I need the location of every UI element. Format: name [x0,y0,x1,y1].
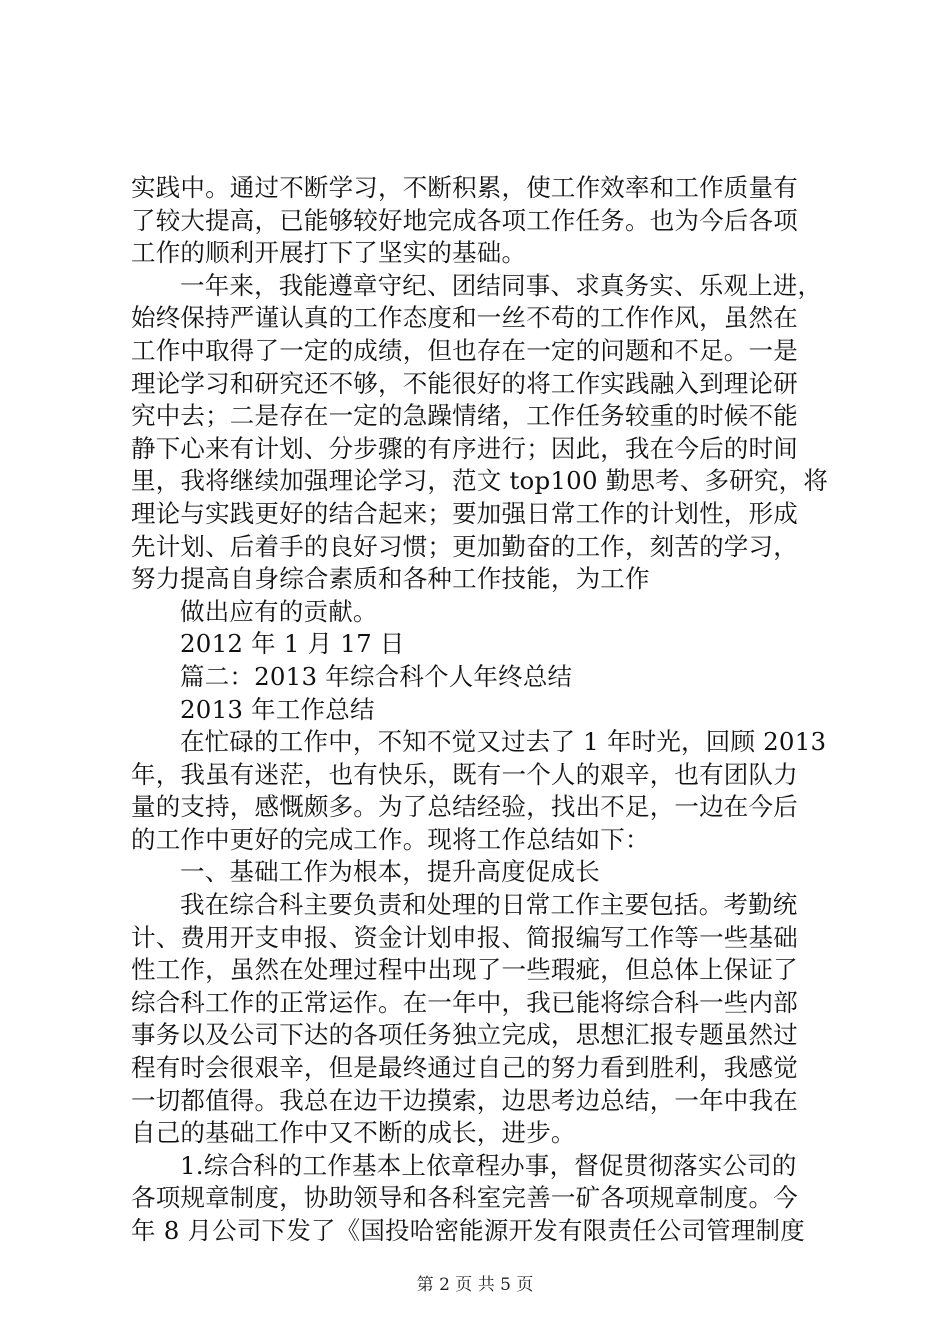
text-line: 努力提高自身综合素质和各种工作技能，为工作 [131,564,650,594]
document-body [131,172,831,1248]
text-line: 究中去；二是存在一定的急躁情绪，工作任务较重的时候不能 [131,401,798,431]
text-line: 2012 年 1 月 17 日 [180,629,405,659]
text-line: 2013 年工作总结 [180,694,375,724]
text-line: 先计划、后着手的良好习惯；更加勤奋的工作，刻苦的学习， [131,531,798,561]
text-line: 理论与实践更好的结合起来；要加强日常工作的计划性，形成 [131,498,798,528]
text-line: 做出应有的贡献。 [180,596,378,626]
text-line: 自己的基础工作中又不断的成长，进步。 [131,1118,576,1148]
text-line: 性工作，虽然在处理过程中出现了一些瑕疵，但总体上保证了 [131,955,798,985]
text-line: 计、费用开支申报、资金计划申报、简报编写工作等一些基础 [131,922,798,952]
text-line: 了较大提高，已能够较好地完成各项工作任务。也为今后各项 [131,205,798,235]
text-line: 一年来，我能遵章守纪、团结同事、求真务实、乐观上进， [180,270,823,300]
text-line: 1.综合科的工作基本上依章程办事，督促贯彻落实公司的 [180,1150,797,1180]
text-line: 一、基础工作为根本，提升高度促成长 [180,857,600,887]
text-line: 的工作中更好的完成工作。现将工作总结如下： [131,824,650,854]
text-line: 始终保持严谨认真的工作态度和一丝不苟的工作作风，虽然在 [131,303,798,333]
text-line: 理论学习和研究还不够，不能很好的将工作实践融入到理论研 [131,368,798,398]
text-line: 工作中取得了一定的成绩，但也存在一定的问题和不足。一是 [131,335,798,365]
text-line: 静下心来有计划、分步骤的有序进行；因此，我在今后的时间 [131,433,798,463]
text-line: 工作的顺利开展打下了坚实的基础。 [131,238,527,268]
text-line: 各项规章制度，协助领导和各科室完善一矿各项规章制度。今 [131,1183,798,1213]
text-line: 程有时会很艰辛，但是最终通过自己的努力看到胜利，我感觉 [131,1053,798,1083]
text-line: 量的支持，感慨颇多。为了总结经验，找出不足，一边在今后 [131,792,798,822]
text-line: 一切都值得。我总在边干边摸索，边思考边总结，一年中我在 [131,1085,798,1115]
text-line: 综合科工作的正常运作。在一年中，我已能将综合科一些内部 [131,987,798,1017]
text-line: 实践中。通过不断学习，不断积累，使工作效率和工作质量有 [131,173,798,202]
text-line: 年 8 月公司下发了《国投哈密能源开发有限责任公司管理制度 [131,1216,805,1245]
text-line: 在忙碌的工作中，不知不觉又过去了 1 年时光，回顾 2013 [180,727,827,757]
page-footer: 第 2 页 共 5 页 [416,1275,534,1295]
text-line: 我在综合科主要负责和处理的日常工作主要包括。考勤统 [180,890,798,920]
text-line: 事务以及公司下达的各项任务独立完成，思想汇报专题虽然过 [131,1020,798,1050]
text-line: 篇二：2013 年综合科个人年终总结 [180,661,573,691]
text-line: 年，我虽有迷茫，也有快乐，既有一个人的艰辛，也有团队力 [131,759,798,789]
text-line: 里，我将继续加强理论学习，范文 top100 勤思考、多研究，将 [131,466,829,496]
